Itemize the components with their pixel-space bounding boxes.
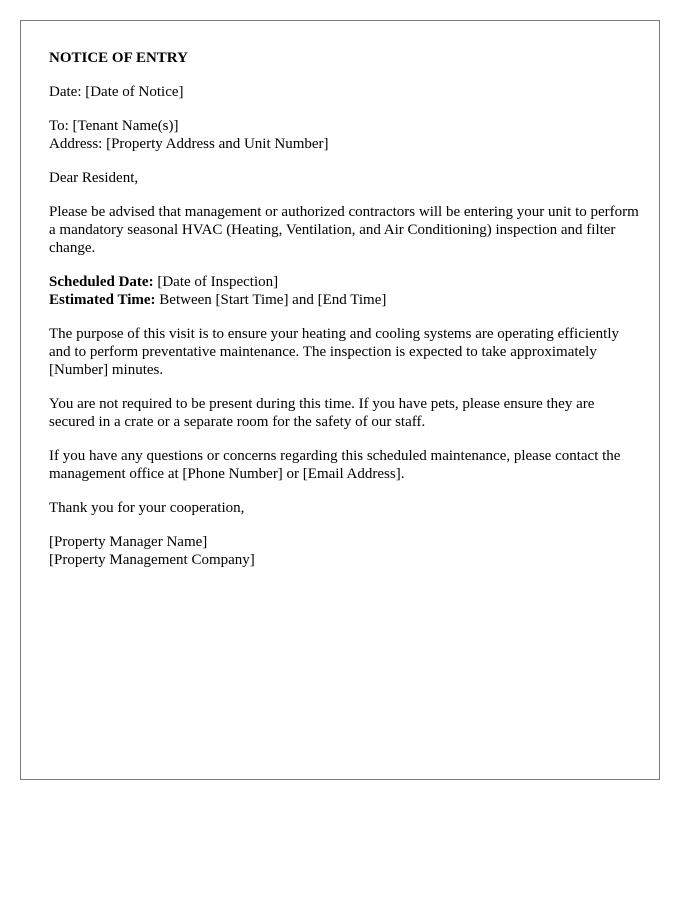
estimated-time-row [49,291,639,309]
notice-title: NOTICE OF ENTRY [49,50,188,66]
recipient-address: Address: [Property Address and Unit Number] [49,136,329,152]
scheduled-date-value: [Date of Inspection] [153,274,279,290]
scheduled-date-row [49,273,639,291]
closing: Thank you for your cooperation, [49,500,245,516]
notice-document [20,20,660,780]
estimated-time-label: Estimated Time: [49,292,156,308]
contact-paragraph: If you have any questions or concerns regarding this scheduled maintenance, please contact the management office at [Phone Number] or [Email Address]. [49,448,621,482]
scheduled-date-label: Scheduled Date: [49,274,154,290]
intro-paragraph: Please be advised that management or authorized contractors will be entering your unit to perform a mandatory seasonal HVAC (Heating, Ventilation, and Air Conditioning) inspection and filter change. [49,204,639,256]
signer-company: [Property Management Company] [49,552,255,568]
schedule-block [49,273,639,309]
recipient-to: To: [Tenant Name(s)] [49,118,179,134]
notice-content [49,49,639,585]
salutation: Dear Resident, [49,170,139,186]
presence-paragraph: You are not required to be present during this time. If you have pets, please ensure they are secured in a crate or a separate room for the safety of our staff. [49,396,595,430]
recipient-block [49,117,639,153]
purpose-paragraph: The purpose of this visit is to ensure your heating and cooling systems are operating efficiently and to perform preventative maintenance. The inspection is expected to take approximately [Number] minutes. [49,326,620,378]
signer-name: [Property Manager Name] [49,534,208,550]
estimated-time-value: Between [Start Time] and [End Time] [155,292,387,308]
signature-block [49,533,639,569]
notice-date: Date: [Date of Notice] [49,84,184,100]
